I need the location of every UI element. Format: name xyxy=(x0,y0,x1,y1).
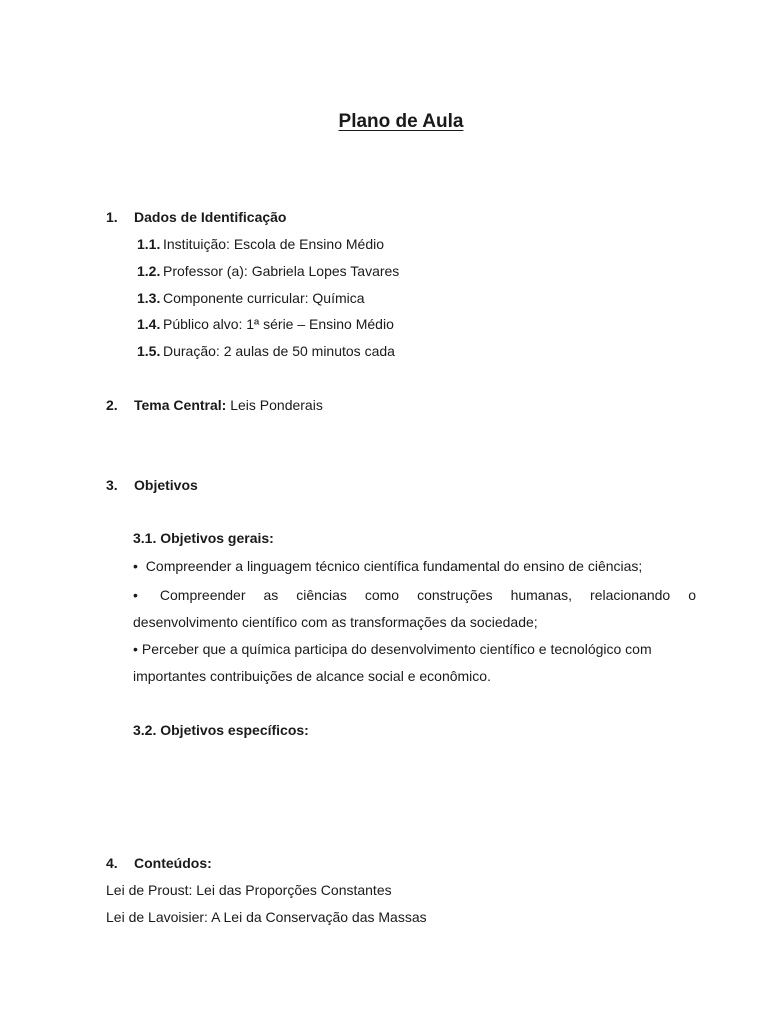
item-number: 1.2. xyxy=(137,263,161,279)
bullet-icon: • xyxy=(133,587,138,603)
bullet-text: Compreender a linguagem técnico científica fundamental do ensino de ciências; xyxy=(145,558,643,574)
section-1-heading xyxy=(106,208,286,226)
content-line: Lei de Lavoisier: A Lei da Conservação das Massas xyxy=(106,909,427,925)
section-1-number: 1. xyxy=(106,209,118,225)
content-line: Lei de Proust: Lei das Proporções Constantes xyxy=(106,882,392,898)
list-item xyxy=(137,289,365,307)
bullet-text: Perceber que a química participa do desenvolvimento científico e tecnológico com xyxy=(141,641,652,657)
list-item xyxy=(133,557,642,575)
bullet-text-continuation: desenvolvimento científico com as transformações da sociedade; xyxy=(133,614,538,630)
specific-objectives-heading: 3.2. Objetivos específicos: xyxy=(133,722,309,738)
list-item xyxy=(137,262,399,280)
document-title: Plano de Aula xyxy=(338,111,464,132)
section-2-label: Tema Central: xyxy=(134,397,227,413)
section-4-heading xyxy=(106,854,212,872)
bullet-text: Compreender as ciências como construções humanas, relacionando o xyxy=(159,587,696,603)
item-number: 1.1. xyxy=(137,236,161,252)
item-number: 1.4. xyxy=(137,316,161,332)
section-1-title: Dados de Identificação xyxy=(134,209,287,225)
section-3-heading xyxy=(106,476,198,494)
section-2-number: 2. xyxy=(106,397,118,413)
item-number: 1.5. xyxy=(137,343,161,359)
section-3-title: Objetivos xyxy=(134,477,198,493)
section-3-number: 3. xyxy=(106,477,118,493)
bullet-icon: • xyxy=(133,558,138,574)
item-text: Instituição: Escola de Ensino Médio xyxy=(163,236,385,252)
general-objectives-heading: 3.1. Objetivos gerais: xyxy=(133,530,274,546)
list-item xyxy=(137,315,394,333)
list-item xyxy=(137,342,395,360)
bullet-icon: • xyxy=(133,641,138,657)
item-text: Componente curricular: Química xyxy=(163,290,365,306)
section-2-value: Leis Ponderais xyxy=(226,397,323,413)
item-text: Duração: 2 aulas de 50 minutos cada xyxy=(163,343,395,359)
section-4-title: Conteúdos: xyxy=(134,855,212,871)
item-text: Professor (a): Gabriela Lopes Tavares xyxy=(163,263,400,279)
list-item xyxy=(133,640,652,658)
section-2-heading xyxy=(106,396,323,414)
item-number: 1.3. xyxy=(137,290,161,306)
list-item xyxy=(137,235,384,253)
item-text: Público alvo: 1ª série – Ensino Médio xyxy=(163,316,394,332)
list-item xyxy=(133,586,696,604)
bullet-text-continuation: importantes contribuições de alcance social e econômico. xyxy=(133,668,491,684)
section-4-number: 4. xyxy=(106,855,118,871)
